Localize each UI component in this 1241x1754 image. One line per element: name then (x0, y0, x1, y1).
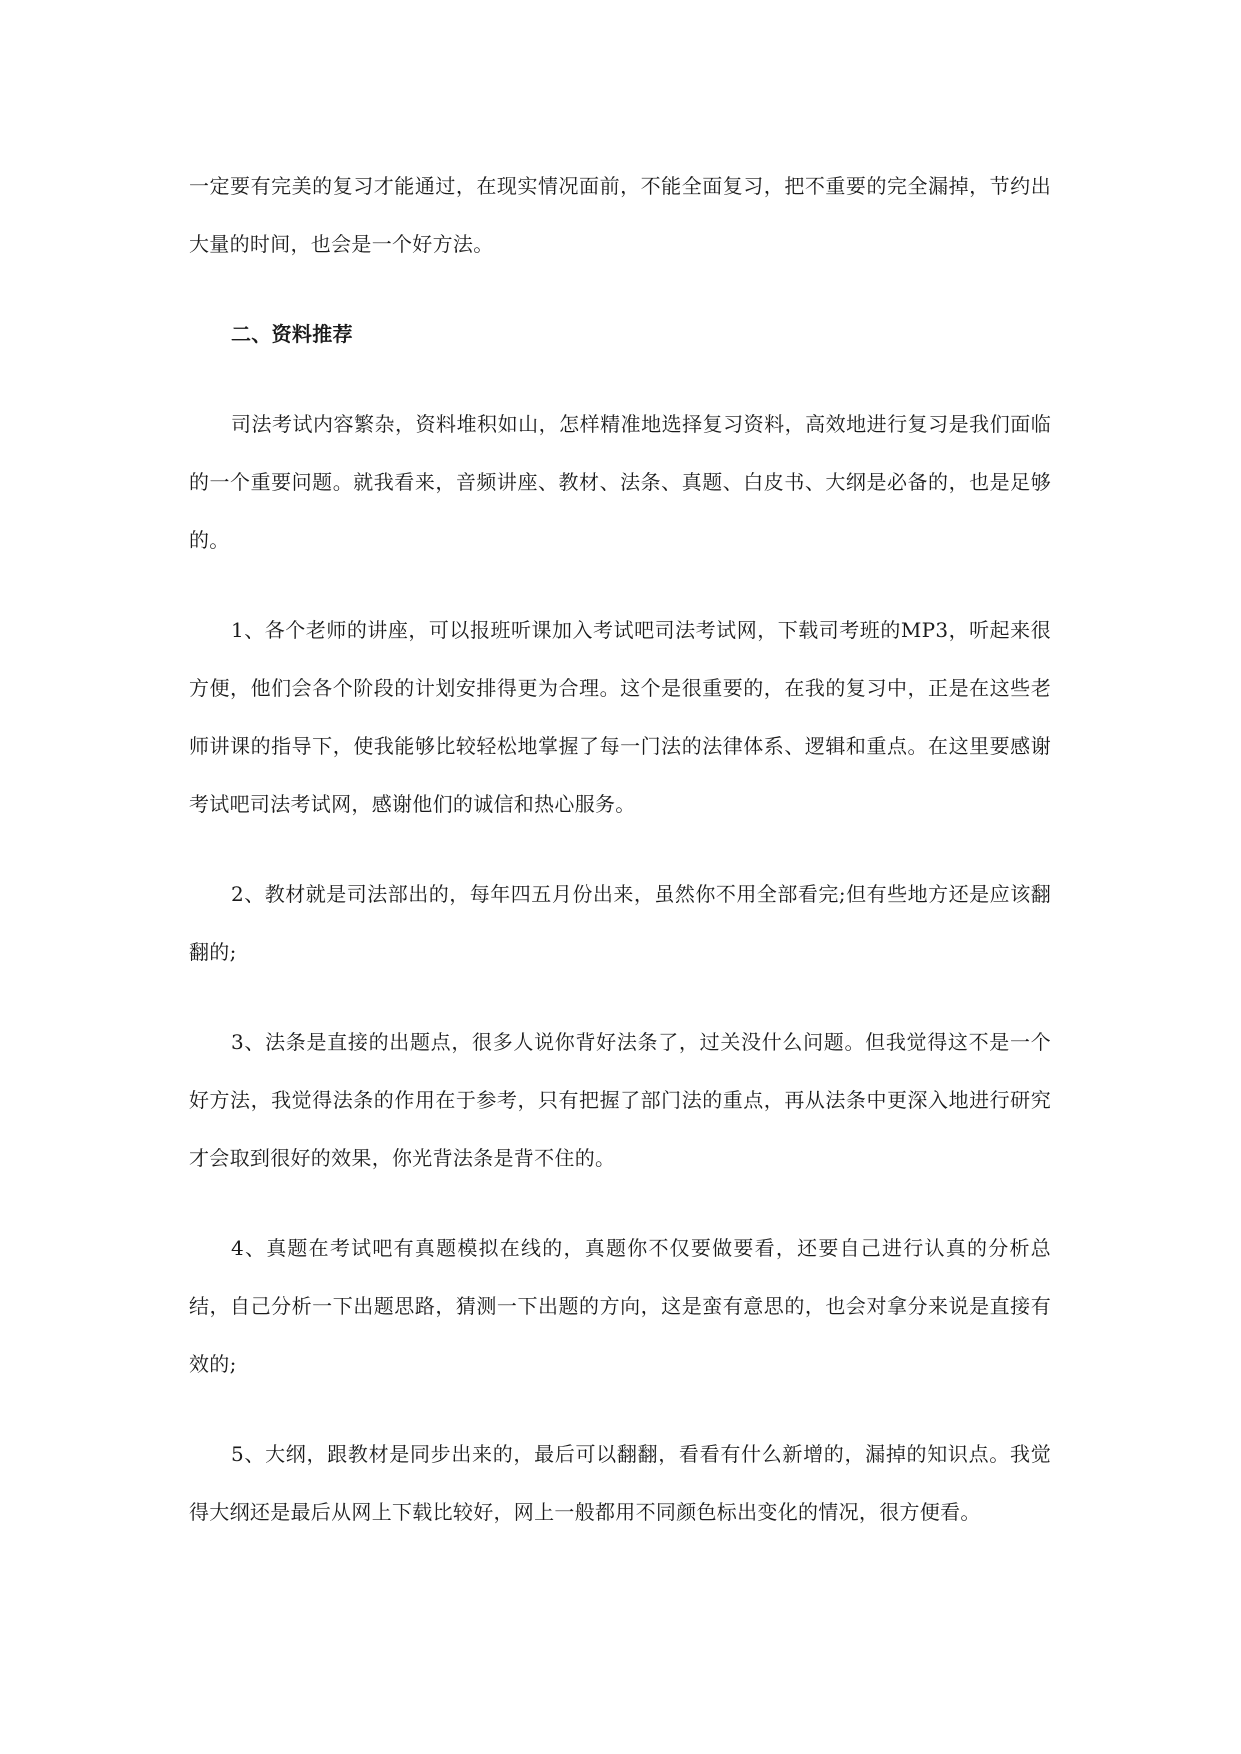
section-heading: 二、资料推荐 (231, 322, 353, 346)
document-body (189, 157, 1051, 1541)
paragraph-item-4: 4、真题在考试吧有真题模拟在线的，真题你不仅要做要看，还要自己进行认真的分析总结，自己分析一下出题思路，猜测一下出题的方向，这是蛮有意思的，也会对拿分来说是直接有效的; (189, 1236, 1051, 1376)
paragraph-intro: 司法考试内容繁杂，资料堆积如山，怎样精准地选择复习资料，高效地进行复习是我们面临的一个重要问题。就我看来，音频讲座、教材、法条、真题、白皮书、大纲是必备的，也是足够的。 (189, 412, 1051, 552)
paragraph-continuation: 一定要有完美的复习才能通过，在现实情况面前，不能全面复习，把不重要的完全漏掉，节约出大量的时间，也会是一个好方法。 (189, 174, 1051, 256)
paragraph-item-1: 1、各个老师的讲座，可以报班听课加入考试吧司法考试网，下载司考班的MP3，听起来很方便，他们会各个阶段的计划安排得更为合理。这个是很重要的，在我的复习中，正是在这些老师讲课的指导下，使我能够比较轻松地掌握了每一门法的法律体系、逻辑和重点。在这里要感谢考试吧司法考试网，感谢他们的诚信和热心服务。 (189, 618, 1051, 816)
paragraph-item-3: 3、法条是直接的出题点，很多人说你背好法条了，过关没什么问题。但我觉得这不是一个好方法，我觉得法条的作用在于参考，只有把握了部门法的重点，再从法条中更深入地进行研究才会取到很好的效果，你光背法条是背不住的。 (189, 1030, 1051, 1170)
paragraph-item-2: 2、教材就是司法部出的，每年四五月份出来，虽然你不用全部看完;但有些地方还是应该翻翻的; (189, 882, 1051, 964)
paragraph-item-5: 5、大纲，跟教材是同步出来的，最后可以翻翻，看看有什么新增的，漏掉的知识点。我觉得大纲还是最后从网上下载比较好，网上一般都用不同颜色标出变化的情况，很方便看。 (189, 1442, 1051, 1524)
